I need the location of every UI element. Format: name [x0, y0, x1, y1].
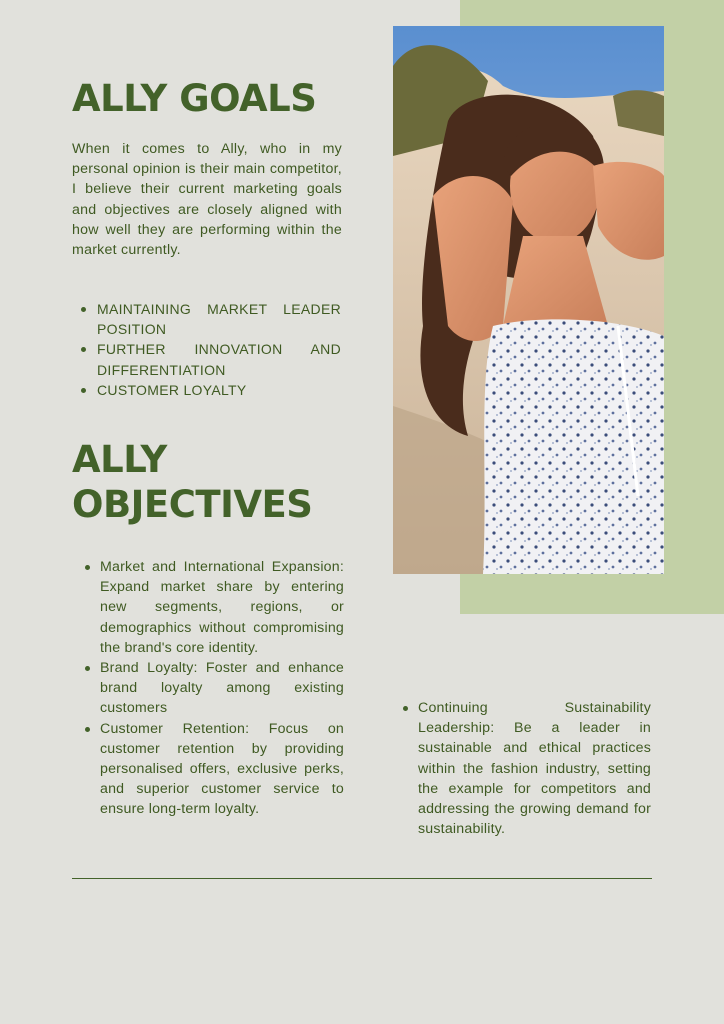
- model-photo: [393, 26, 664, 574]
- goals-title: ALLY GOALS: [72, 77, 317, 120]
- goals-list: [97, 299, 341, 400]
- objectives-title: ALLY OBJECTIVES: [72, 438, 313, 526]
- objectives-list: [100, 557, 344, 820]
- list-item: Market and International Expansion: Expand market share by entering new segments, regions, or demographics without compromising the brand's core identity.: [100, 557, 344, 658]
- list-item: FURTHER INNOVATION AND DIFFERENTIATION: [97, 339, 341, 379]
- list-item: Customer Retention: Focus on customer retention by providing personalised offers, exclusive perks, and superior customer service to ensure long-term loyalty.: [100, 719, 344, 820]
- goals-intro: When it comes to Ally, who in my personal opinion is their main competitor, I believe their current marketing goals and objectives are closely aligned with how well they are performing within the market currently.: [72, 141, 342, 259]
- list-item: Brand Loyalty: Foster and enhance brand loyalty among existing customers: [100, 658, 344, 719]
- list-item: CUSTOMER LOYALTY: [97, 380, 341, 400]
- divider: [72, 878, 652, 879]
- list-item: MAINTAINING MARKET LEADER POSITION: [97, 299, 341, 339]
- list-item: Continuing Sustainability Leadership: Be a leader in sustainable and ethical practices within the fashion industry, setting the example for competitors and addressing the growing demand for sustainability.: [418, 698, 651, 839]
- objectives-list-secondary: [418, 698, 651, 839]
